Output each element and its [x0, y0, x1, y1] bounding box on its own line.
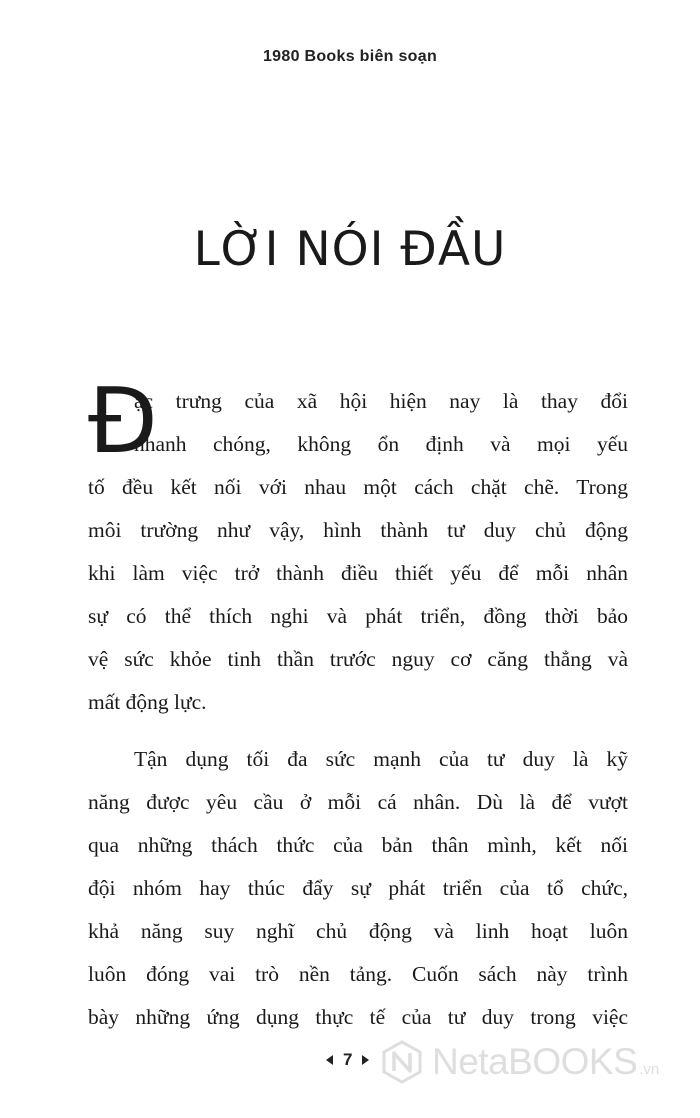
paragraph-1 — [88, 369, 628, 724]
page-number-footer — [326, 1050, 369, 1070]
text-line: sự có thể thích nghi và phát triển, đồng thời bảo — [88, 604, 628, 628]
text-line: mất động lực. — [88, 690, 207, 714]
triangle-right-icon — [362, 1055, 369, 1065]
text-line: luôn đóng vai trò nền tảng. Cuốn sách này trình — [88, 962, 628, 986]
text-line: bày những ứng dụng thực tế của tư duy trong việc — [88, 1005, 628, 1029]
body-text — [88, 369, 628, 1039]
page-number: 7 — [343, 1050, 353, 1069]
watermark — [380, 1040, 659, 1084]
text-line: nhanh chóng, không ổn định và mọi yếu — [134, 432, 628, 456]
netabooks-n-logo-icon — [380, 1040, 424, 1084]
drop-cap: Đ — [88, 369, 158, 474]
text-line: đội nhóm hay thúc đẩy sự phát triển của tổ chức, — [88, 876, 628, 900]
text-line: tố đều kết nối với nhau một cách chặt chẽ. Trong — [88, 475, 628, 499]
watermark-suffix: .vn — [639, 1061, 660, 1078]
text-line: ặc trưng của xã hội hiện nay là thay đổi — [134, 389, 628, 413]
text-line: năng được yêu cầu ở mỗi cá nhân. Dù là để vượt — [88, 790, 628, 814]
paragraph-2 — [88, 738, 628, 1039]
text-line: khả năng suy nghĩ chủ động và linh hoạt luôn — [88, 919, 628, 943]
paragraph-spacer — [88, 724, 628, 738]
running-header: 1980 Books biên soạn — [262, 48, 438, 65]
text-line: khi làm việc trở thành điều thiết yếu để mỗi nhân — [88, 561, 628, 585]
triangle-left-icon — [326, 1055, 333, 1065]
text-line: môi trường như vậy, hình thành tư duy chủ động — [88, 518, 628, 542]
text-line: Tận dụng tối đa sức mạnh của tư duy là kỹ — [134, 747, 628, 771]
text-line: qua những thách thức của bản thân mình, kết nối — [88, 833, 628, 857]
chapter-title: LỜI NÓI ĐẦU — [193, 222, 507, 277]
watermark-brand: NetaBOOKS — [432, 1041, 638, 1082]
text-line: vệ sức khỏe tinh thần trước nguy cơ căng thẳng và — [88, 647, 628, 671]
